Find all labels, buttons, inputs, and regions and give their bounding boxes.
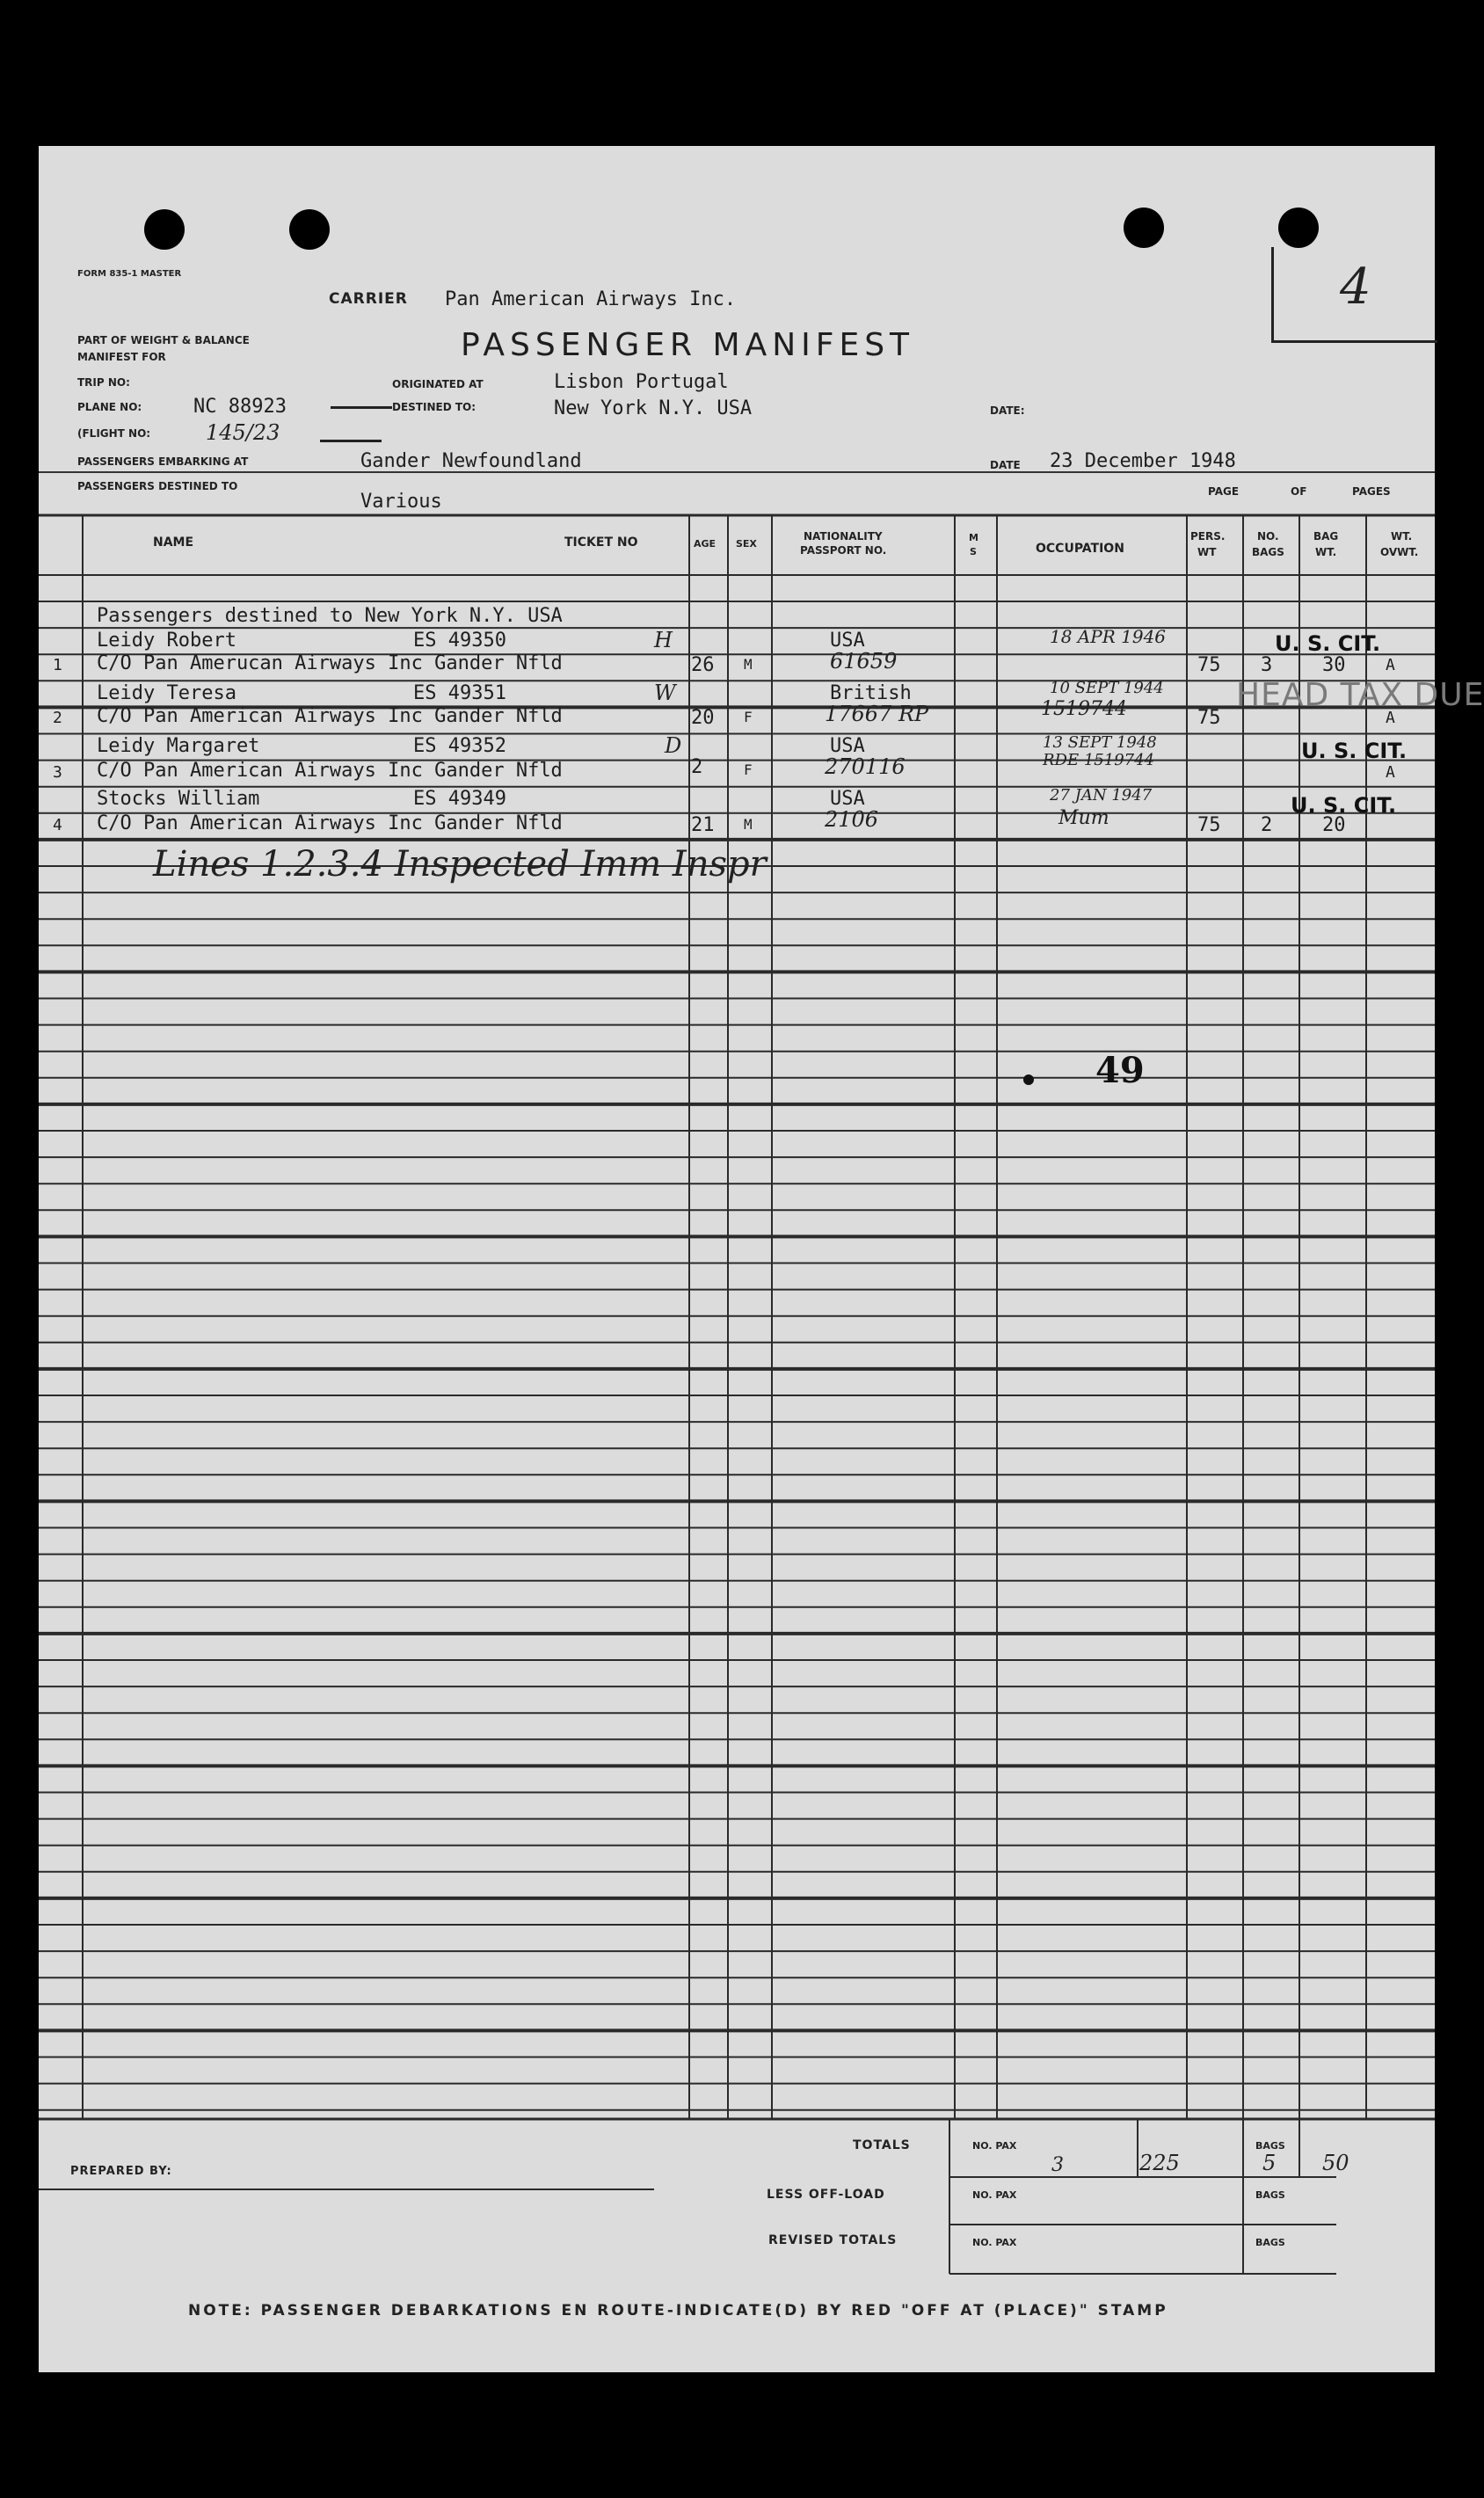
page-title: PASSENGER MANIFEST	[461, 327, 915, 363]
embarking-label: PASSENGERS EMBARKING AT	[77, 455, 249, 468]
passenger-name: Stocks William	[97, 788, 260, 810]
total-pers-wt: 225	[1139, 2151, 1180, 2175]
col-nationality: NATIONALITY	[804, 530, 883, 543]
age: 2	[691, 756, 703, 778]
pers-wt: 75	[1197, 707, 1221, 729]
age: 21	[691, 814, 715, 836]
col-pers-1: PERS.	[1190, 530, 1226, 543]
date-label: DATE:	[990, 404, 1025, 417]
passport-no: 61659	[830, 649, 898, 674]
no-pax-label-2: NO. PAX	[972, 2189, 1017, 2201]
less-offload-label: LESS OFF-LOAD	[767, 2188, 885, 2202]
bag-wt: 20	[1322, 814, 1346, 836]
section-note: Passengers destined to New York N.Y. USA	[97, 605, 563, 627]
occupation-date: 13 SEPT 1948	[1043, 733, 1157, 752]
total-bags: 5	[1262, 2151, 1277, 2175]
col-occupation: OCCUPATION	[1036, 542, 1124, 556]
flight-no-value: 145/23	[206, 420, 280, 445]
col-bags-1: NO.	[1257, 530, 1279, 543]
ticket-no: ES 49351	[413, 682, 506, 704]
total-bag-wt: 50	[1322, 2151, 1349, 2175]
col-bagwt-2: WT.	[1315, 546, 1337, 558]
passport-no: 17667 RP	[825, 702, 929, 726]
relation-mark: H	[654, 628, 673, 652]
col-age: AGE	[694, 538, 717, 550]
pers-wt: 75	[1197, 814, 1221, 836]
row-number: 2	[53, 709, 62, 727]
totals-label: TOTALS	[853, 2138, 911, 2152]
passenger-name: Leidy Margaret	[97, 735, 260, 757]
ovwt: A	[1386, 709, 1395, 727]
occupation-date: 18 APR 1946	[1050, 626, 1167, 647]
flight-no-label: (FLIGHT NO:	[77, 427, 151, 440]
pages-label: PAGES	[1352, 485, 1391, 498]
plane-no-value: NC 88923	[193, 396, 287, 418]
part-of-label: PART OF WEIGHT & BALANCE	[77, 334, 250, 346]
row-number: 4	[53, 816, 62, 834]
manifest-grid	[39, 146, 1435, 2372]
nationality: British	[830, 682, 912, 704]
ovwt: A	[1386, 656, 1395, 674]
ticket-no: ES 49352	[413, 735, 506, 757]
citizen-stamp: U. S. CIT.	[1291, 793, 1397, 818]
bags: 3	[1261, 654, 1273, 676]
age: 20	[691, 707, 715, 729]
of-label: OF	[1291, 485, 1307, 498]
passport-no: 270116	[825, 754, 906, 779]
date2-value: 23 December 1948	[1050, 450, 1236, 472]
sex: F	[744, 761, 753, 778]
sex: M	[744, 816, 753, 833]
col-ovwt-2: OVWT.	[1380, 546, 1419, 558]
sex: F	[744, 709, 753, 725]
passenger-address: C/O Pan Amerucan Airways Inc Gander Nfld	[97, 652, 563, 674]
form-code: FORM 835-1 MASTER	[77, 269, 182, 279]
col-bags-2: BAGS	[1252, 546, 1284, 558]
nationality: USA	[830, 735, 865, 757]
bags-label-2: BAGS	[1255, 2189, 1285, 2201]
col-ms-2: S	[970, 546, 977, 557]
total-no-pax: 3	[1051, 2154, 1064, 2176]
citizen-stamp: U. S. CIT.	[1275, 631, 1381, 656]
bags-label-3: BAGS	[1255, 2237, 1285, 2248]
relation-mark: D	[665, 733, 682, 758]
trip-no-label: TRIP NO:	[77, 376, 130, 389]
prepared-by-label: PREPARED BY:	[70, 2165, 172, 2178]
manifest-sheet	[39, 146, 1484, 2372]
relation-mark: W	[654, 681, 676, 705]
footer-note: NOTE: PASSENGER DEBARKATIONS EN ROUTE-INDICATE(D) BY RED "OFF AT (PLACE)" STAMP	[188, 2302, 1168, 2320]
col-bagwt-1: BAG	[1313, 530, 1339, 543]
bags-label-1: BAGS	[1255, 2140, 1285, 2152]
col-passport: PASSPORT NO.	[800, 544, 887, 557]
corner-page-mark: 4	[1340, 259, 1371, 316]
bag-wt: 30	[1322, 654, 1346, 676]
passenger-address: C/O Pan American Airways Inc Gander Nfld	[97, 812, 563, 834]
manifest-for-label: MANIFEST FOR	[77, 351, 166, 363]
date2-label: DATE	[990, 459, 1021, 471]
ovwt: A	[1386, 763, 1395, 782]
occupation-text: Mum	[1058, 807, 1109, 829]
row-number: 3	[53, 763, 62, 782]
nationality: USA	[830, 788, 865, 810]
passenger-name: Leidy Teresa	[97, 682, 236, 704]
destined-label: PASSENGERS DESTINED TO	[77, 480, 238, 492]
sex: M	[744, 656, 753, 673]
col-ovwt-1: WT.	[1391, 530, 1413, 543]
inspection-annotation: Lines 1.2.3.4 Inspected Imm Inspr	[153, 844, 767, 885]
destined-to-label: DESTINED TO:	[392, 401, 476, 413]
no-pax-label-1: NO. PAX	[972, 2140, 1017, 2152]
stamp-number: 49	[1095, 1050, 1145, 1091]
age: 26	[691, 654, 715, 676]
citizen-stamp: U. S. CIT.	[1301, 739, 1408, 763]
occupation-date: 10 SEPT 1944	[1050, 679, 1164, 697]
passport-no: 2106	[825, 807, 879, 832]
col-ticket: TICKET NO	[564, 535, 638, 550]
revised-totals-label: REVISED TOTALS	[768, 2233, 898, 2247]
pers-wt: 75	[1197, 654, 1221, 676]
passenger-name: Leidy Robert	[97, 630, 236, 652]
carrier-label: CARRIER	[329, 290, 408, 308]
originated-at-value: Lisbon Portugal	[554, 371, 729, 393]
page-label: PAGE	[1208, 485, 1240, 498]
carrier-value: Pan American Airways Inc.	[445, 288, 737, 310]
row-number: 1	[53, 656, 62, 674]
originated-at-label: ORIGINATED AT	[392, 378, 484, 390]
col-pers-2: WT	[1197, 546, 1217, 558]
occupation-number: RDE 1519744	[1043, 751, 1155, 769]
nationality: USA	[830, 630, 865, 652]
destined-to-value: New York N.Y. USA	[554, 397, 753, 419]
col-ms-1: M	[969, 532, 978, 543]
passenger-address: C/O Pan American Airways Inc Gander Nfld	[97, 760, 563, 782]
occupation-number: 1519744	[1041, 698, 1127, 720]
embarking-value: Gander Newfoundland	[360, 450, 582, 472]
no-pax-label-3: NO. PAX	[972, 2237, 1017, 2248]
col-name: NAME	[153, 535, 194, 550]
stamp-dot	[1023, 1074, 1034, 1085]
bags: 2	[1261, 814, 1273, 836]
passenger-address: C/O Pan American Airways Inc Gander Nfld	[97, 705, 563, 727]
ticket-no: ES 49350	[413, 630, 506, 652]
plane-no-label: PLANE NO:	[77, 401, 142, 413]
head-tax-stamp: HEAD TAX DUE	[1236, 677, 1484, 713]
col-sex: SEX	[736, 538, 757, 550]
occupation-date: 27 JAN 1947	[1050, 786, 1153, 805]
destined-value: Various	[360, 491, 442, 513]
ticket-no: ES 49349	[413, 788, 506, 810]
